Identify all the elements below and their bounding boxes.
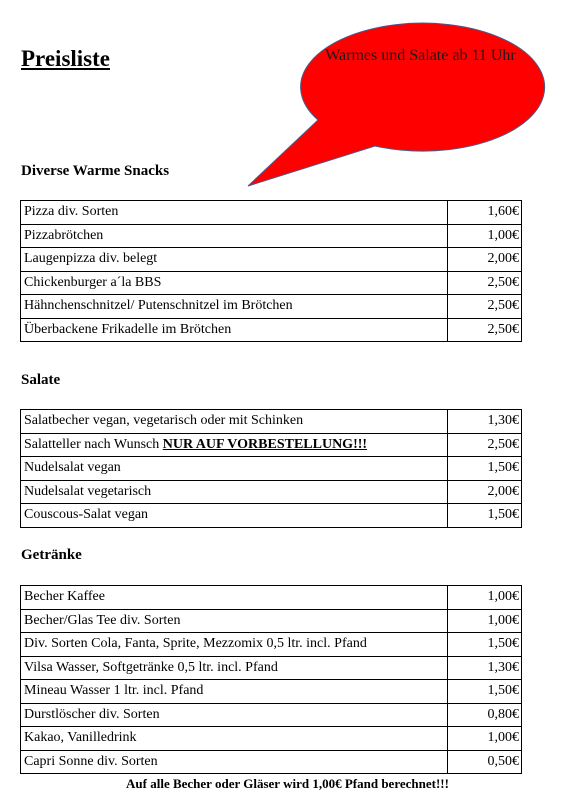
page-title: Preisliste xyxy=(21,46,110,71)
item-label: Vilsa Wasser, Softgetränke 0,5 ltr. incl. Pfand xyxy=(24,659,278,675)
item-name xyxy=(21,224,448,248)
table-row xyxy=(21,680,522,704)
table-row xyxy=(21,433,522,457)
item-name xyxy=(21,586,448,610)
item-name xyxy=(21,410,448,434)
item-price: 1,00€ xyxy=(448,727,522,751)
item-name xyxy=(21,504,448,528)
item-label: Nudelsalat vegan xyxy=(24,460,121,476)
item-label: Pizzabrötchen xyxy=(24,227,104,243)
item-price: 2,00€ xyxy=(448,480,522,504)
item-label: Couscous-Salat vegan xyxy=(24,507,149,523)
item-price: 1,50€ xyxy=(448,504,522,528)
table-row xyxy=(21,656,522,680)
table-row xyxy=(21,480,522,504)
item-name xyxy=(21,271,448,295)
item-label: Laugenpizza div. belegt xyxy=(24,251,158,267)
table-row xyxy=(21,271,522,295)
item-price: 1,30€ xyxy=(448,410,522,434)
price-table-drinks xyxy=(20,585,522,774)
table-row xyxy=(21,410,522,434)
item-price: 2,50€ xyxy=(448,295,522,319)
item-name xyxy=(21,457,448,481)
item-name xyxy=(21,480,448,504)
item-label: Chickenburger a´la BBS xyxy=(24,274,162,290)
section-title-salads: Salate xyxy=(21,372,61,388)
table-row xyxy=(21,609,522,633)
item-price: 1,50€ xyxy=(448,457,522,481)
item-name xyxy=(21,633,448,657)
deposit-note: Auf alle Becher oder Gläser wird 1,00€ Pfand berechnet!!! xyxy=(126,776,449,791)
item-name xyxy=(21,609,448,633)
table-row xyxy=(21,703,522,727)
item-label: Capri Sonne div. Sorten xyxy=(24,753,158,769)
item-price: 1,50€ xyxy=(448,633,522,657)
item-price: 1,00€ xyxy=(448,224,522,248)
item-name xyxy=(21,727,448,751)
item-label: Kakao, Vanilledrink xyxy=(24,730,137,746)
section-title-warm-snacks: Diverse Warme Snacks xyxy=(21,163,170,179)
table-row xyxy=(21,318,522,342)
item-name xyxy=(21,750,448,774)
item-label: Überbackene Frikadelle im Brötchen xyxy=(24,321,232,337)
price-table-salads xyxy=(20,409,522,528)
item-price: 2,50€ xyxy=(448,433,522,457)
item-price: 1,00€ xyxy=(448,586,522,610)
callout-text: Warmes und Salate ab 11 Uhr xyxy=(325,47,516,64)
item-name xyxy=(21,295,448,319)
item-price: 2,50€ xyxy=(448,318,522,342)
item-price: 0,50€ xyxy=(448,750,522,774)
item-price: 1,50€ xyxy=(448,680,522,704)
item-label: Salatteller nach Wunsch xyxy=(24,436,163,452)
item-price: 2,00€ xyxy=(448,248,522,272)
item-price: 1,60€ xyxy=(448,201,522,225)
item-label: Mineau Wasser 1 ltr. incl. Pfand xyxy=(24,683,204,699)
table-row xyxy=(21,750,522,774)
item-label: Pizza div. Sorten xyxy=(24,204,119,220)
section-title-drinks: Getränke xyxy=(21,547,82,563)
item-price: 1,30€ xyxy=(448,656,522,680)
item-label: Hähnchenschnitzel/ Putenschnitzel im Brötchen xyxy=(24,298,293,314)
item-price: 2,50€ xyxy=(448,271,522,295)
table-row xyxy=(21,201,522,225)
item-label: Becher/Glas Tee div. Sorten xyxy=(24,612,181,628)
item-name xyxy=(21,433,448,457)
item-name xyxy=(21,656,448,680)
table-row xyxy=(21,633,522,657)
item-name xyxy=(21,680,448,704)
preorder-emphasis: NUR AUF VORBESTELLUNG!!! xyxy=(162,436,368,452)
item-label: Salatbecher vegan, vegetarisch oder mit Schinken xyxy=(24,413,304,429)
item-price: 1,00€ xyxy=(448,609,522,633)
table-row xyxy=(21,727,522,751)
item-label: Becher Kaffee xyxy=(24,589,105,605)
table-row xyxy=(21,224,522,248)
table-row xyxy=(21,248,522,272)
table-row xyxy=(21,457,522,481)
price-table-warm-snacks xyxy=(20,200,522,342)
item-label: Div. Sorten Cola, Fanta, Sprite, Mezzomix 0,5 ltr. incl. Pfand xyxy=(24,636,367,652)
item-name xyxy=(21,248,448,272)
item-name xyxy=(21,318,448,342)
item-price: 0,80€ xyxy=(448,703,522,727)
item-name xyxy=(21,201,448,225)
item-label: Nudelsalat vegetarisch xyxy=(24,483,152,499)
table-row xyxy=(21,295,522,319)
table-row xyxy=(21,586,522,610)
item-name xyxy=(21,703,448,727)
item-label: Durstlöscher div. Sorten xyxy=(24,706,160,722)
table-row xyxy=(21,504,522,528)
